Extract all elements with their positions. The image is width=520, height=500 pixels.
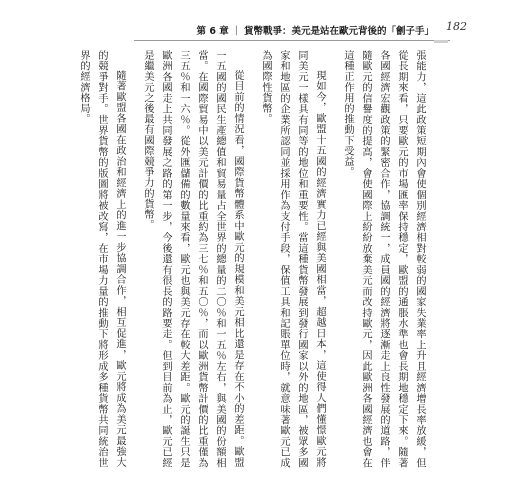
body-text bbox=[78, 50, 428, 468]
header-separator: | bbox=[234, 24, 238, 36]
paragraph-1: 張能力，這此政策短期內會使個別經濟相對較弱的國家失業率上升且經濟增長率放緩，但從長期來看，只要歐元的市場匯率保持穩定，歐盟的通脹水準也會長期地穩定下來。隨著各國經濟宏觀政策的緊密合作，協調統一，成員國的經濟將逐漸走上良性發展的道路，伴隨歐元的信譽度的提高，會使國際上紛紛放棄美元而改持歐元，因此歐洲各國經濟也會在這種正作用的推動下受益。 bbox=[342, 50, 425, 468]
header-decoration bbox=[434, 40, 448, 43]
running-header bbox=[197, 22, 434, 38]
paragraph-3: 從目前的情況看，國際貨幣體系中歐元的規模和美元相比還是存在不小的差距。歐盟一五國的國民生產總值和貿易量占全世界的總量的二〇％和一五％左右，與美國的份額相當。在國際貿易中以美元計價的比重約為三七％和五〇％，而以歐洲貨幣計價的比重僅為三五％和一六％。從外匯儲備的數量來看，歐元也與美元存在較大差距。歐元的誕生只是歐洲各國走上共同發展之路的第一步，今後還有很長的路要走。但到目前為止，歐元已經是繼美元之後最有國際競爭力的貨幣。 bbox=[142, 50, 243, 468]
paragraph-2: 現如今，歐盟十五國的經濟實力已經與美國相當，超越日本，這使得人們懂憬歐元將同美元一樣具有同等的地位和重要性。當這種貨幣發展到發行國家以外的地區，被眾多國家和地區的企業所認同並採用作為支付手段，保值工具和記賬單位時，就意味著歐元已成為國際性貨幣。 bbox=[260, 50, 325, 468]
chapter-label: 第 6 章 bbox=[196, 26, 229, 37]
page-number: 182 bbox=[446, 20, 467, 33]
header-rule bbox=[134, 40, 450, 41]
paragraph-4: 隨著歐盟各國在政治和經濟上的進一步協調合作，相互促進，歐元將成為美元最強大的競爭對手。世界貨幣的版圖將被改寫，在市場力量的推動下將形成多種貨幣共同統治世界的經濟格局。 bbox=[78, 50, 125, 468]
chapter-title: 貨幣戰爭：美元是站在歐元背後的「劊子手」 bbox=[243, 26, 434, 37]
